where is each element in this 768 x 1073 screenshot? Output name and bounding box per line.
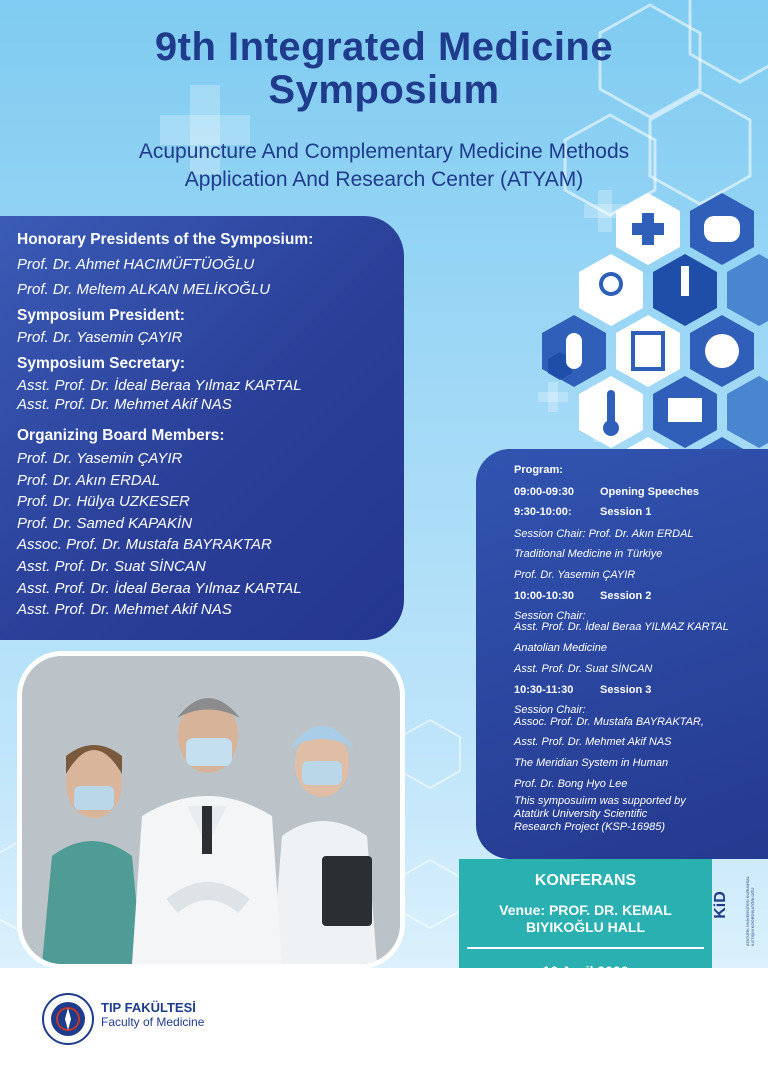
faculty-name-tr: TIP FAKÜLTESİ	[101, 1000, 196, 1015]
president-section	[17, 306, 185, 349]
program-label: Opening Speeches	[600, 486, 700, 498]
poster-title	[0, 26, 768, 112]
program-time: 10:30-11:30	[514, 684, 574, 696]
program-panel	[476, 449, 768, 859]
program-heading: Program:	[514, 464, 563, 476]
session-1-speaker: Prof. Dr. Yasemin ÇAYIR	[514, 569, 636, 581]
session-3-chair-label: Session Chair:	[514, 704, 586, 716]
session-1-chair: Session Chair: Prof. Dr. Akın ERDAL	[514, 528, 694, 540]
venue-line: BIYIKOĞLU HALL	[526, 919, 645, 935]
title-line-2: Symposium	[268, 68, 500, 112]
support-line: Atatürk University Scientific	[514, 808, 648, 820]
session-3-chair: Asst. Prof. Dr. Mehmet Akif NAS	[514, 736, 672, 748]
faculty-name	[101, 1000, 204, 1030]
session-2-speaker: Asst. Prof. Dr. Suat SİNCAN	[514, 663, 653, 675]
support-note	[514, 795, 686, 834]
secretary-section	[17, 354, 302, 414]
secretary-name: Asst. Prof. Dr. İdeal Beraa Yılmaz KARTAL	[17, 377, 302, 394]
session-1-topic: Traditional Medicine in Türkiye	[514, 548, 663, 560]
session-3-speaker: Prof. Dr. Bong Hyo Lee	[514, 778, 628, 790]
session-2-topic: Anatolian Medicine	[514, 642, 607, 654]
program-label: Session 3	[600, 684, 652, 696]
subtitle-line-2: Application And Research Center (ATYAM)	[184, 168, 584, 191]
university-seal-icon	[42, 993, 94, 1045]
committee-panel	[0, 216, 404, 640]
session-3-topic: The Meridian System in Human	[514, 757, 669, 769]
faculty-name-en: Faculty of Medicine	[101, 1015, 205, 1029]
support-line: This symposuiım was supported by	[514, 795, 686, 807]
board-member: Asst. Prof. Dr. Suat SİNCAN	[17, 557, 206, 575]
venue	[459, 902, 712, 936]
program-row-session-3	[514, 684, 651, 697]
subtitle-line-1: Acupuncture And Complementary Medicine Methods	[138, 140, 630, 163]
kid-logo	[711, 866, 755, 956]
honorary-heading: Honorary Presidents of the Symposium:	[17, 231, 314, 248]
board-member: Prof. Dr. Hülya UZKESER	[17, 493, 190, 511]
board-member: Prof. Dr. Yasemin ÇAYIR	[17, 450, 183, 467]
board-member: Assoc. Prof. Dr. Mustafa BAYRAKTAR	[17, 536, 272, 554]
board-list	[17, 448, 302, 621]
secretary-name: Asst. Prof. Dr. Mehmet Akif NAS	[17, 396, 232, 413]
board-member: Asst. Prof. Dr. Mehmet Akif NAS	[17, 601, 232, 619]
title-line-1: 9th Integrated Medicine	[154, 25, 614, 69]
kid-logo-text: KiD	[711, 891, 729, 919]
kid-small-text: ATATÜRK ÜNİVERSİTESİ KURUMSAL İLETİŞİM KOORDİNATÖRLÜĞÜ	[745, 876, 755, 946]
session-2-chair-label: Session Chair:	[514, 610, 586, 622]
session-2-chair: Asst. Prof. Dr. İdeal Beraa YILMAZ KARTAL	[514, 621, 729, 633]
program-time: 09:00-09:30	[514, 486, 574, 498]
program-row-opening	[514, 486, 699, 499]
doctors-illustration	[22, 656, 400, 964]
honorary-name: Prof. Dr. Ahmet HACIMÜFTÜOĞLU	[17, 256, 255, 273]
conference-heading: KONFERANS	[534, 872, 637, 889]
support-line: Research Project (KSP-16985)	[514, 821, 666, 833]
program-time: 10:00-10:30	[514, 590, 574, 602]
program-label: Session 1	[600, 506, 652, 518]
honorary-section	[17, 230, 313, 300]
venue-line: Venue: PROF. DR. KEMAL	[499, 902, 672, 918]
secretary-heading: Symposium Secretary:	[17, 355, 185, 372]
president-heading: Symposium President:	[17, 307, 185, 324]
program-row-session-2	[514, 590, 651, 603]
divider	[467, 947, 704, 949]
program-label: Session 2	[600, 590, 652, 602]
board-member: Prof. Dr. Samed KAPAKİN	[17, 514, 193, 532]
session-3-chair: Assoc. Prof. Dr. Mustafa BAYRAKTAR,	[514, 716, 704, 728]
poster-subtitle	[0, 138, 768, 194]
program-row-session-1	[514, 506, 651, 519]
board-heading: Organizing Board Members:	[17, 427, 225, 444]
board-section	[17, 426, 302, 621]
program-time: 9:30-10:00:	[514, 506, 572, 518]
president-name: Prof. Dr. Yasemin ÇAYIR	[17, 329, 183, 346]
doctors-photo	[22, 656, 400, 964]
honorary-name: Prof. Dr. Meltem ALKAN MELİKOĞLU	[17, 280, 271, 298]
board-member: Asst. Prof. Dr. İdeal Beraa Yılmaz KARTAL	[17, 579, 302, 597]
board-member: Prof. Dr. Akın ERDAL	[17, 471, 161, 489]
